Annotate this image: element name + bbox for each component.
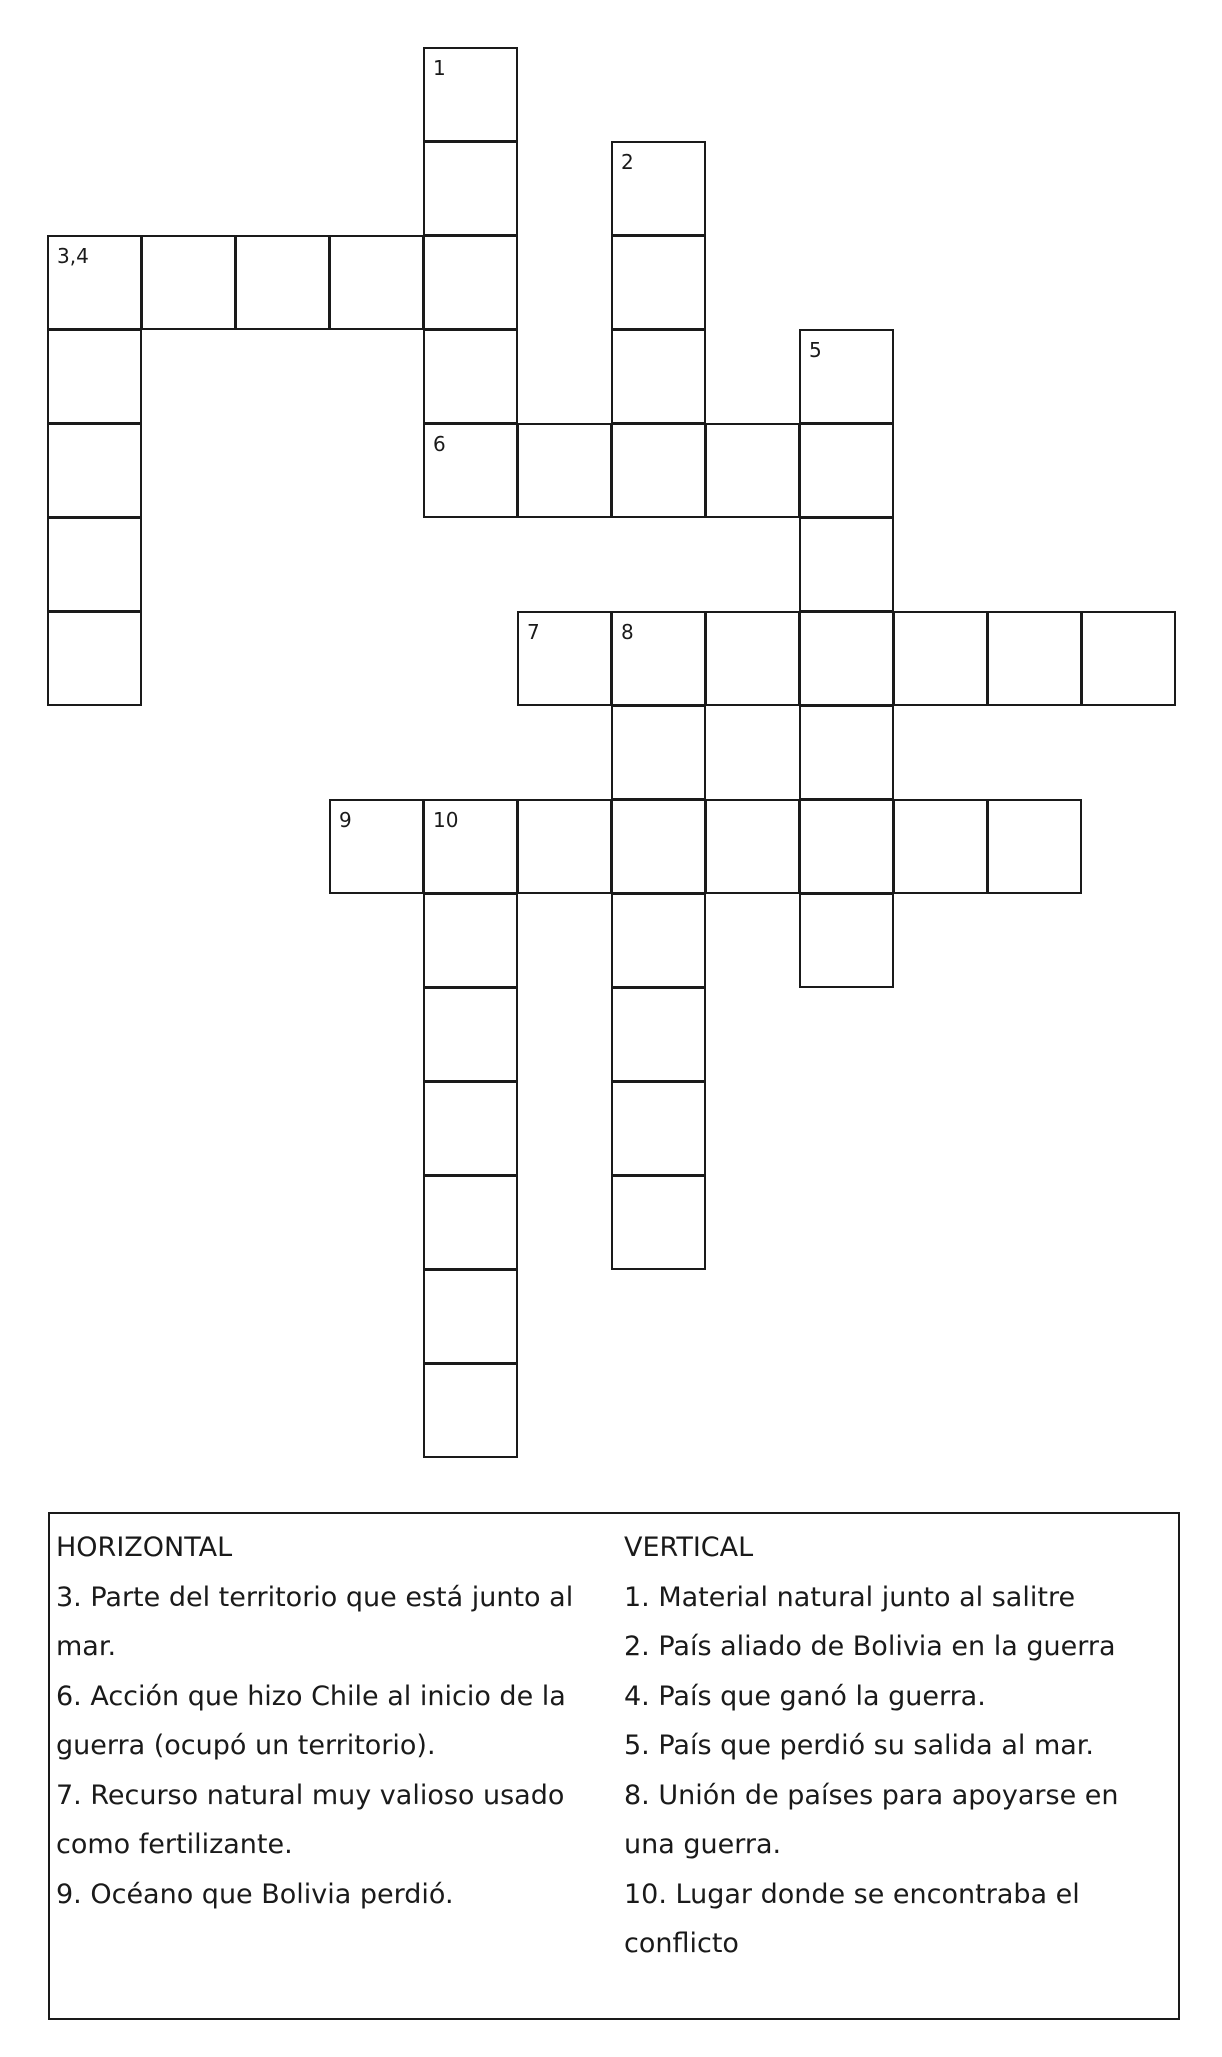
crossword-cell[interactable] [329,799,424,894]
crossword-cell[interactable] [423,1081,518,1176]
crossword-cell[interactable] [423,799,518,894]
crossword-cell[interactable] [141,235,236,330]
clue-vertical-2: 2. País aliado de Bolivia en la guerra [624,1631,1116,1662]
clue-number: 10 [433,808,459,832]
crossword-cell[interactable] [987,799,1082,894]
crossword-cell[interactable] [517,611,612,706]
clues-vertical-heading: VERTICAL [624,1532,754,1563]
clue-panel [48,1512,1180,2020]
clue-number: 1 [433,56,446,80]
clues-horizontal-heading: HORIZONTAL [56,1532,233,1563]
clue-horizontal-9: 9. Océano que Bolivia perdió. [56,1878,454,1910]
clue-vertical-8: 8. Unión de países para apoyarse en una guerra. [624,1779,1119,1860]
clues-horizontal [56,1523,596,1919]
clue-vertical-5: 5. País que perdió su salida al mar. [624,1730,1094,1761]
clue-number: 9 [339,808,352,832]
clue-vertical-10: 10. Lugar donde se encontraba el conflicto [624,1878,1080,1959]
crossword-cell[interactable] [423,1269,518,1364]
crossword-cell[interactable] [611,1081,706,1176]
crossword-cell[interactable] [611,423,706,518]
crossword-cell[interactable] [893,799,988,894]
crossword-cell[interactable] [799,517,894,612]
crossword-cell[interactable] [799,423,894,518]
crossword-cell[interactable] [423,329,518,424]
crossword-cell[interactable] [611,611,706,706]
crossword-cell[interactable] [1081,611,1176,706]
crossword-cell[interactable] [799,799,894,894]
crossword-cell[interactable] [423,893,518,988]
clue-number: 3,4 [57,244,89,268]
clue-horizontal-6: 6. Acción que hizo Chile al inicio de la guerra (ocupó un territorio). [56,1680,566,1761]
crossword-cell[interactable] [799,329,894,424]
crossword-cell[interactable] [611,235,706,330]
crossword-cell[interactable] [47,329,142,424]
crossword-cell[interactable] [517,423,612,518]
crossword-cell[interactable] [423,1363,518,1458]
crossword-cell[interactable] [611,987,706,1082]
crossword-cell[interactable] [987,611,1082,706]
clue-number: 2 [621,150,634,174]
crossword-cell[interactable] [423,141,518,236]
crossword-cell[interactable] [611,141,706,236]
crossword-cell[interactable] [517,799,612,894]
crossword-cell[interactable] [47,423,142,518]
crossword-cell[interactable] [799,705,894,800]
clue-number: 6 [433,432,446,456]
crossword-cell[interactable] [235,235,330,330]
crossword-cell[interactable] [799,611,894,706]
crossword-cell[interactable] [799,893,894,988]
crossword-cell[interactable] [611,799,706,894]
crossword-cell[interactable] [705,423,800,518]
clue-vertical-4: 4. País que ganó la guerra. [624,1680,986,1712]
crossword-cell[interactable] [329,235,424,330]
clue-number: 7 [527,620,540,644]
crossword-cell[interactable] [611,893,706,988]
crossword-cell[interactable] [611,705,706,800]
crossword-cell[interactable] [47,235,142,330]
crossword-cell[interactable] [423,1175,518,1270]
crossword-cell[interactable] [47,611,142,706]
crossword-cell[interactable] [611,329,706,424]
clue-vertical-1: 1. Material natural junto al salitre [624,1581,1076,1613]
clue-number: 5 [809,338,822,362]
clue-number: 8 [621,620,634,644]
crossword-cell[interactable] [47,517,142,612]
crossword-cell[interactable] [423,423,518,518]
crossword-cell[interactable] [423,235,518,330]
crossword-cell[interactable] [611,1175,706,1270]
crossword-cell[interactable] [423,987,518,1082]
crossword-cell[interactable] [893,611,988,706]
crossword-cell[interactable] [423,47,518,142]
clue-horizontal-3: 3. Parte del territorio que está junto al mar. [56,1581,574,1662]
crossword-cell[interactable] [705,799,800,894]
clue-horizontal-7: 7. Recurso natural muy valioso usado como fertilizante. [56,1779,565,1860]
crossword-cell[interactable] [705,611,800,706]
clues-vertical [624,1523,1174,1969]
